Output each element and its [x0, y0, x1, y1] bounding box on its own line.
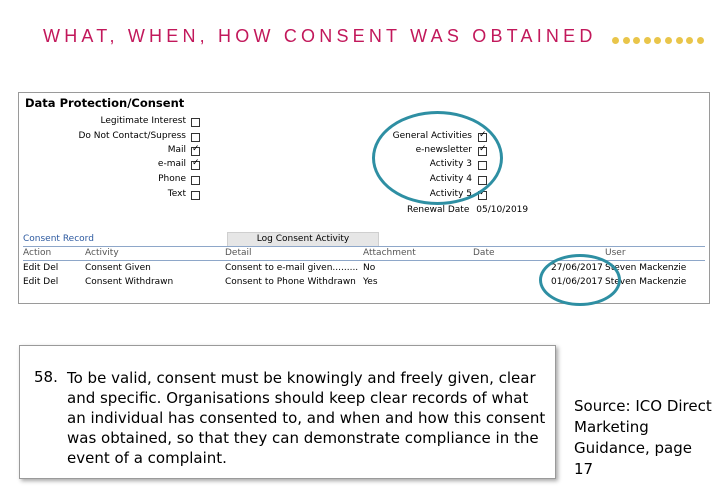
checkbox-label: Activity 3: [429, 159, 472, 169]
renewal-date-value: 05/10/2019: [476, 205, 529, 215]
checkbox-row-phone[interactable]: [29, 173, 186, 186]
checkbox-label: Legitimate Interest: [100, 116, 186, 126]
checkbox-label: Text: [167, 189, 186, 199]
header-action: Action: [23, 248, 52, 258]
record-user: Steven Mackenzie: [605, 277, 687, 287]
checkbox-label: Mail: [167, 145, 186, 155]
checkbox-do-not-contact[interactable]: [191, 133, 200, 142]
record-attachment: Yes: [363, 277, 378, 287]
row-action-edit-del[interactable]: Edit Del: [23, 263, 59, 273]
checkbox-label: Phone: [158, 174, 186, 184]
consent-record-link[interactable]: Consent Record: [23, 234, 94, 244]
header-date: Date: [473, 248, 495, 258]
checkbox-mail[interactable]: [191, 147, 200, 156]
checkbox-label: Activity 4: [429, 174, 472, 184]
header-activity: Activity: [85, 248, 119, 258]
decorative-dots: [612, 37, 704, 44]
record-detail: Consent to e-mail given.........: [225, 263, 359, 273]
renewal-date-label: Renewal Date: [407, 205, 470, 215]
renewal-date-row: [407, 205, 528, 215]
slide-title: WHAT, WHEN, HOW CONSENT WAS OBTAINED: [43, 26, 597, 46]
data-protection-panel: [18, 92, 710, 304]
highlight-circle-activities: [372, 111, 503, 205]
header-attachment: Attachment: [363, 248, 416, 258]
source-citation: Source: ICO Direct Marketing Guidance, page 17: [574, 397, 712, 478]
checkbox-phone[interactable]: [191, 176, 200, 185]
panel-title: Data Protection/Consent: [25, 96, 185, 110]
record-date: 27/06/2017: [551, 263, 603, 273]
checkbox-row-legitimate-interest[interactable]: [29, 115, 186, 128]
checkbox-email[interactable]: [191, 161, 200, 170]
quote-number: 58.: [34, 368, 58, 386]
checkbox-row-mail[interactable]: [29, 144, 186, 157]
header-detail: Detail: [225, 248, 252, 258]
row-action-edit-del[interactable]: Edit Del: [23, 277, 59, 287]
checkbox-label: Activity 5: [429, 189, 472, 199]
checkbox-row-email[interactable]: [29, 158, 186, 171]
log-consent-activity-button[interactable]: Log Consent Activity: [227, 232, 379, 247]
quote-text: To be valid, consent must be knowingly and freely given, clear and specific. Organisations should keep clear records of what an individual has consented to, and when and how this consent was obtained, so that they can demonstrate compliance in the event of a complaint.: [67, 369, 546, 467]
record-attachment: No: [363, 263, 376, 273]
table-divider: [23, 246, 705, 247]
record-detail: Consent to Phone Withdrawn: [225, 277, 356, 287]
record-activity: Consent Given: [85, 263, 151, 273]
checkbox-label: Do Not Contact/Supress: [78, 131, 186, 141]
record-user: Steven Mackenzie: [605, 263, 687, 273]
checkbox-label: e-newsletter: [415, 145, 472, 155]
record-activity: Consent Withdrawn: [85, 277, 174, 287]
checkbox-row-text[interactable]: [29, 188, 186, 201]
header-user: User: [605, 248, 626, 258]
checkbox-label: General Activities: [392, 131, 472, 141]
quote-box: [19, 345, 556, 479]
checkbox-label: e-mail: [157, 159, 186, 169]
highlight-circle-dates: [539, 254, 621, 306]
checkbox-legitimate-interest[interactable]: [191, 118, 200, 127]
record-date: 01/06/2017: [551, 277, 603, 287]
checkbox-row-do-not-contact[interactable]: [29, 130, 186, 143]
checkbox-text[interactable]: [191, 191, 200, 200]
